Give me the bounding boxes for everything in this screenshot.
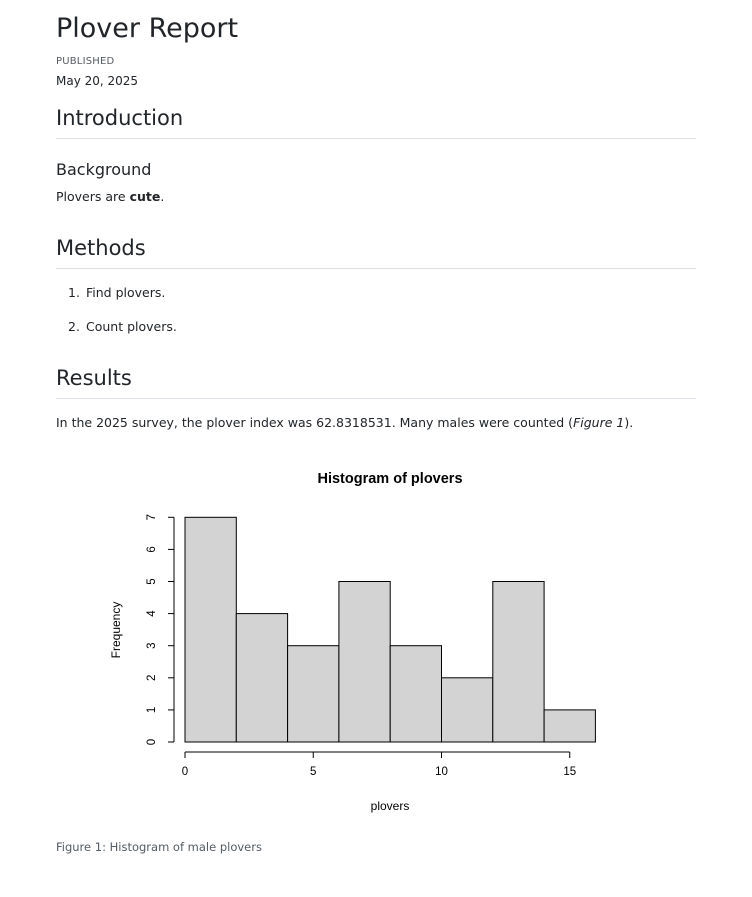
background-text-bold: cute bbox=[129, 189, 161, 204]
results-text bbox=[56, 414, 633, 432]
published-date: May 20, 2025 bbox=[56, 74, 139, 88]
histogram-bar-7 bbox=[493, 582, 544, 743]
method-step-text: Count plovers. bbox=[85, 319, 177, 334]
methods-heading: Methods bbox=[56, 234, 696, 269]
histogram-bar-5 bbox=[390, 646, 441, 742]
y-axis-tick-label: 5 bbox=[146, 578, 158, 585]
published-label: PUBLISHED bbox=[56, 56, 115, 67]
chart-x-axis bbox=[182, 752, 576, 778]
method-step-number: 2. bbox=[68, 319, 80, 334]
results-text-end: ). bbox=[624, 415, 634, 430]
chart-y-axis-label: Frequency bbox=[109, 601, 123, 659]
introduction-heading: Introduction bbox=[56, 104, 696, 139]
chart-y-axis bbox=[146, 514, 174, 745]
x-axis-tick-label: 5 bbox=[310, 766, 317, 778]
y-axis-tick-label: 3 bbox=[146, 642, 158, 649]
x-axis-tick-label: 15 bbox=[563, 766, 577, 778]
chart-title: Histogram of plovers bbox=[317, 471, 463, 487]
x-axis-tick-label: 0 bbox=[181, 766, 189, 778]
y-axis-tick-label: 4 bbox=[146, 610, 158, 617]
page-title: Plover Report bbox=[56, 13, 239, 44]
chart-x-axis-label: plovers bbox=[370, 799, 410, 813]
background-heading: Background bbox=[56, 160, 152, 179]
histogram-bars bbox=[185, 517, 595, 742]
histogram-bar-1 bbox=[185, 517, 236, 742]
method-step-number: 1. bbox=[68, 285, 80, 300]
histogram-bar-3 bbox=[288, 646, 339, 742]
histogram-bar-6 bbox=[442, 678, 493, 742]
histogram-bar-2 bbox=[236, 614, 287, 742]
figure-caption: Figure 1: Histogram of male plovers bbox=[56, 840, 262, 854]
histogram-bar-8 bbox=[544, 710, 595, 742]
y-axis-tick-label: 1 bbox=[146, 706, 158, 714]
y-axis-tick-label: 6 bbox=[146, 546, 158, 553]
histogram-figure bbox=[56, 448, 696, 828]
x-axis-tick-label: 10 bbox=[435, 766, 448, 778]
method-step-text: Find plovers. bbox=[85, 285, 166, 300]
results-heading: Results bbox=[56, 364, 696, 399]
background-text bbox=[56, 188, 164, 206]
histogram-bar-4 bbox=[339, 582, 390, 743]
method-step-1 bbox=[68, 284, 165, 302]
method-step-2 bbox=[68, 318, 177, 336]
background-text-end: . bbox=[160, 189, 165, 204]
histogram-chart bbox=[56, 448, 696, 828]
y-axis-tick-label: 7 bbox=[146, 514, 158, 521]
y-axis-tick-label: 2 bbox=[146, 674, 158, 682]
background-text-start: Plovers are bbox=[56, 189, 130, 204]
y-axis-tick-label: 0 bbox=[146, 738, 158, 746]
results-text-start: In the 2025 survey, the plover index was 62.8318531. Many males were counted ( bbox=[56, 415, 574, 430]
figure-reference-link: Figure 1 bbox=[573, 415, 625, 430]
